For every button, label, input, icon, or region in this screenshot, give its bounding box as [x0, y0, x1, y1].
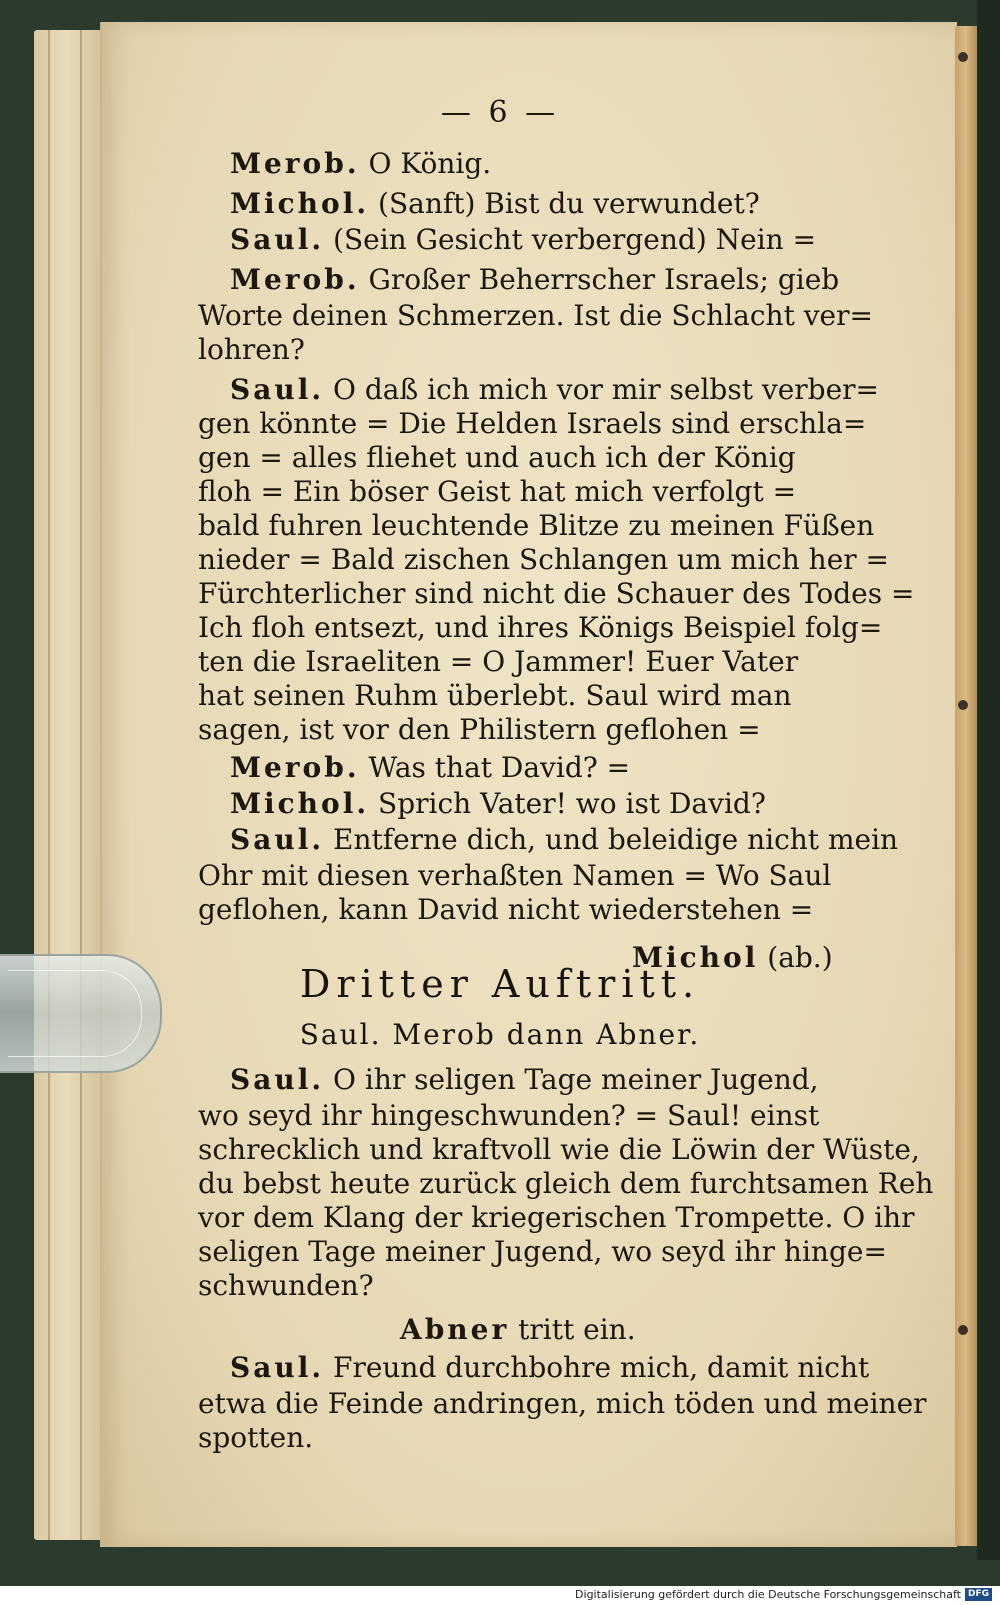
- glass-page-weight: [0, 954, 162, 1073]
- speaker-name: Michol.: [230, 187, 370, 220]
- line-text: spotten.: [198, 1421, 314, 1454]
- text-line: [198, 441, 796, 474]
- text-line: [198, 1133, 920, 1166]
- line-text: gen könnte = Die Helden Israels sind erschla=: [198, 407, 867, 440]
- line-text: Worte deinen Schmerzen. Ist die Schlacht ver=: [198, 299, 873, 332]
- footer-text: Digitalisierung gefördert durch die Deutsche Forschungsgemeinschaft: [575, 1588, 961, 1601]
- text-line: [198, 577, 915, 610]
- speaker-name: Saul.: [230, 1351, 325, 1384]
- text-line: [198, 407, 867, 440]
- text-line: [230, 823, 899, 856]
- scene-heading: Dritter Auftritt.: [299, 962, 701, 1006]
- line-text: du bebst heute zurück gleich dem furchtsamen Reh: [198, 1167, 934, 1200]
- text-line: [198, 611, 883, 644]
- text-line: [198, 299, 873, 332]
- text-line: [198, 475, 797, 508]
- page-number: — 6 —: [440, 95, 560, 130]
- line-text: Fürchterlicher sind nicht die Schauer des Todes =: [198, 577, 915, 610]
- line-text: etwa die Feinde andringen, mich töden und meiner: [198, 1387, 927, 1420]
- text-line: [230, 1351, 870, 1384]
- line-text: O König.: [368, 147, 492, 180]
- line-text: (Sein Gesicht verbergend) Nein =: [333, 223, 817, 256]
- text-line: [230, 147, 492, 180]
- speaker-name: Saul.: [230, 373, 325, 406]
- text-line: [198, 713, 761, 746]
- binding-thread: [958, 700, 968, 710]
- line-text: tritt ein.: [518, 1313, 636, 1346]
- line-text: (Sanft) Bist du verwundet?: [378, 187, 760, 220]
- line-text: Sprich Vater! wo ist David?: [378, 787, 766, 820]
- speaker-name: Abner: [400, 1313, 510, 1346]
- line-text: geflohen, kann David nicht wiederstehen =: [198, 893, 814, 926]
- speaker-name: Saul.: [230, 1063, 325, 1096]
- text-line: [198, 1421, 314, 1454]
- line-text: O ihr seligen Tage meiner Jugend,: [333, 1063, 819, 1096]
- speaker-name: Saul.: [230, 223, 325, 256]
- text-line: [198, 1269, 374, 1302]
- line-text: schwunden?: [198, 1269, 374, 1302]
- speaker-name: Michol.: [230, 787, 370, 820]
- line-text: ten die Israeliten = O Jammer! Euer Vater: [198, 645, 799, 678]
- text-line: [230, 787, 766, 820]
- text-line: [198, 1099, 820, 1132]
- text-line: [230, 223, 817, 256]
- line-text: gen = alles fliehet und auch ich der König: [198, 441, 796, 474]
- line-text: Ich floh entsezt, und ihres Königs Beispiel folg=: [198, 611, 883, 644]
- text-line: [198, 1167, 934, 1200]
- footer-credit: [575, 1588, 992, 1601]
- speaker-name: Merob.: [230, 751, 360, 784]
- text-line: [230, 263, 840, 296]
- line-text: seligen Tage meiner Jugend, wo seyd ihr hinge=: [198, 1235, 887, 1268]
- text-line: [230, 373, 879, 406]
- text-line: [198, 645, 799, 678]
- line-text: schrecklich und kraftvoll wie die Löwin der Wüste,: [198, 1133, 920, 1166]
- line-text: Großer Beherrscher Israels; gieb: [368, 263, 840, 296]
- background-right: [977, 0, 1000, 1560]
- speaker-name: Michol: [632, 941, 759, 974]
- line-text: nieder = Bald zischen Schlangen um mich her =: [198, 543, 890, 576]
- text-line: [198, 1387, 927, 1420]
- text-line: [198, 333, 305, 366]
- line-text: Entferne dich, und beleidige nicht mein: [333, 823, 899, 856]
- line-text: Was that David? =: [368, 751, 631, 784]
- line-text: bald fuhren leuchtende Blitze zu meinen Füßen: [198, 509, 875, 542]
- line-text: Ohr mit diesen verhaßten Namen = Wo Saul: [198, 859, 832, 892]
- text-line: [198, 1201, 915, 1234]
- line-text: (ab.): [767, 941, 833, 974]
- line-text: sagen, ist vor den Philistern geflohen =: [198, 713, 761, 746]
- line-text: vor dem Klang der kriegerischen Trompette. O ihr: [198, 1201, 915, 1234]
- speaker-name: Merob.: [230, 147, 360, 180]
- text-line: [230, 1063, 819, 1096]
- line-text: lohren?: [198, 333, 305, 366]
- speaker-name: Merob.: [230, 263, 360, 296]
- dfg-logo-icon: DFG: [965, 1588, 992, 1601]
- binding-thread: [958, 52, 968, 62]
- text-line: [198, 893, 814, 926]
- line-text: Freund durchbohre mich, damit nicht: [333, 1351, 870, 1384]
- binding-thread: [958, 1325, 968, 1335]
- text-line: [400, 1313, 636, 1346]
- scene-cast: Saul. Merob dann Abner.: [299, 1018, 701, 1051]
- text-line: [198, 543, 890, 576]
- text-line: [198, 679, 792, 712]
- line-text: O daß ich mich vor mir selbst verber=: [333, 373, 879, 406]
- line-text: hat seinen Ruhm überlebt. Saul wird man: [198, 679, 792, 712]
- speaker-name: Saul.: [230, 823, 325, 856]
- text-line: [230, 751, 631, 784]
- line-text: wo seyd ihr hingeschwunden? = Saul! einst: [198, 1099, 820, 1132]
- text-line: [230, 187, 760, 220]
- text-line: [198, 859, 832, 892]
- text-line: [198, 1235, 887, 1268]
- text-line: [198, 509, 875, 542]
- page-edge-right: [955, 26, 977, 1546]
- line-text: floh = Ein böser Geist hat mich verfolgt =: [198, 475, 797, 508]
